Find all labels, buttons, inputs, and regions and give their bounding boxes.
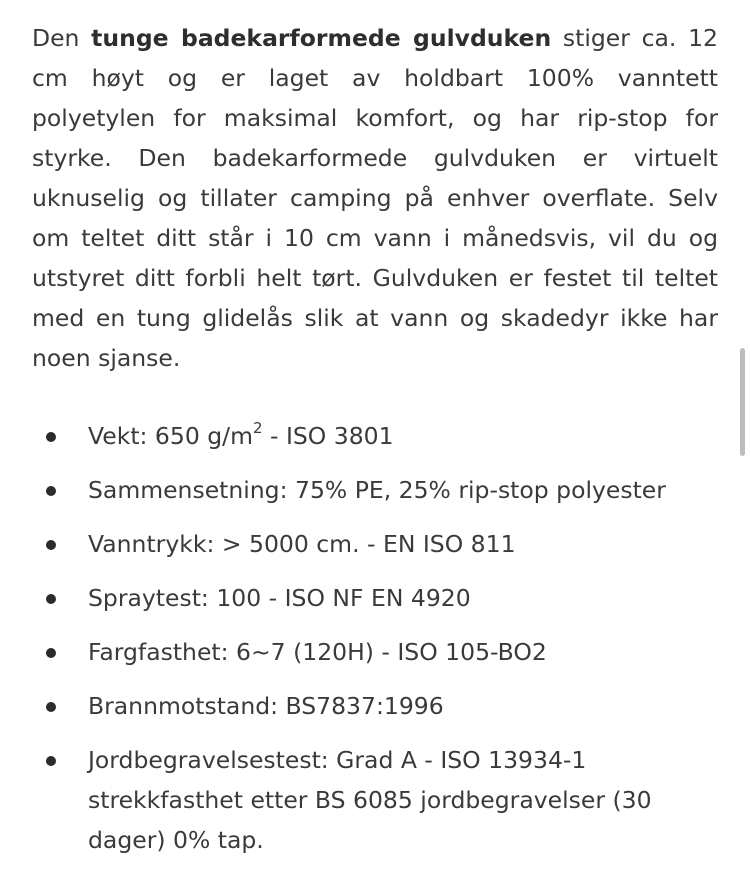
spec-item-spray-test — [32, 578, 722, 618]
spec-item-weight — [32, 416, 722, 456]
bullet-icon — [46, 594, 56, 604]
spec-item-fire-resistance — [32, 686, 722, 726]
bullet-icon — [46, 648, 56, 658]
spec-weight-superscript: 2 — [252, 419, 263, 438]
spec-weight-label: Vekt: 650 g/m — [88, 422, 253, 450]
spec-item-composition — [32, 470, 722, 510]
description-intro: Den — [32, 24, 92, 52]
bullet-icon — [46, 486, 56, 496]
description-bold-phrase: tunge badekarformede gulvduken — [91, 24, 552, 52]
spec-item-text: Spraytest: 100 - ISO NF EN 4920 — [88, 584, 471, 612]
bullet-icon — [46, 432, 56, 442]
bullet-icon — [46, 756, 56, 766]
spec-item-text: Sammensetning: 75% PE, 25% rip-stop polyester — [88, 476, 666, 504]
spec-item-text: Vanntrykk: > 5000 cm. - EN ISO 811 — [88, 530, 516, 558]
spec-item-text: Fargfasthet: 6~7 (120H) - ISO 105-BO2 — [88, 638, 547, 666]
spec-item-soil-burial-test — [32, 740, 722, 860]
spec-item-text: Jordbegravelsestest: Grad A - ISO 13934-1 strekkfasthet etter BS 6085 jordbegravelser (30 dager) 0% tap. — [88, 746, 652, 854]
spec-item-text: Brannmotstand: BS7837:1996 — [88, 692, 444, 720]
product-description — [32, 18, 718, 378]
scrollbar-thumb[interactable] — [740, 348, 745, 456]
bullet-icon — [46, 540, 56, 550]
bullet-icon — [46, 702, 56, 712]
spec-item-color-fastness — [32, 632, 722, 672]
description-paragraph — [32, 18, 718, 378]
spec-list — [32, 416, 722, 874]
spec-item-water-pressure — [32, 524, 722, 564]
description-body: stiger ca. 12 cm høyt og er laget av holdbart 100% vanntett polyetylen for maksimal komfort, og har rip-stop for styrke. Den badekarformede gulvduken er virtuelt uknuselig og tillater camping på enhver overflate. Selv om teltet ditt står i 10 cm vann i månedsvis, vil du og utstyret ditt forbli helt tørt. Gulvduken er festet til teltet med en tung glidelås slik at vann og skadedyr ikke har noen sjanse. — [32, 24, 718, 372]
spec-weight-standard: - ISO 3801 — [262, 422, 394, 450]
